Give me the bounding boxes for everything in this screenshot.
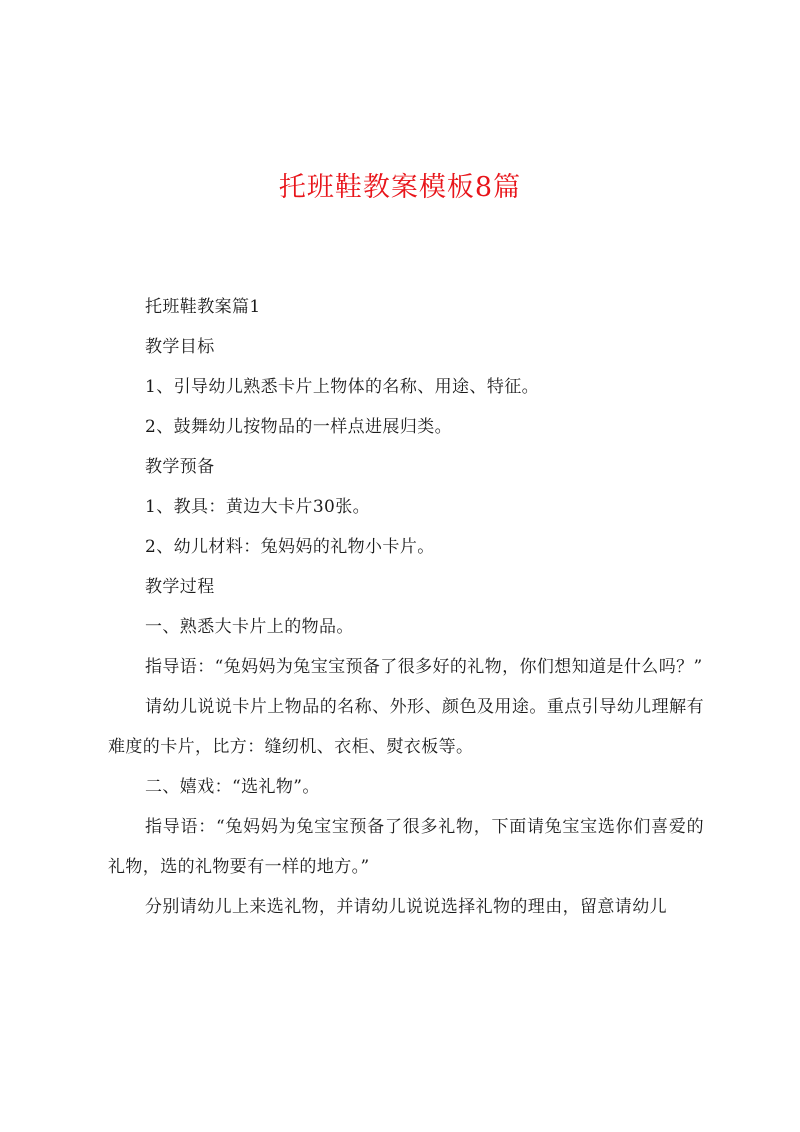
paragraph: 1、引导幼儿熟悉卡片上物体的名称、用途、特征。 [145,377,540,397]
subheading-process: 教学过程 [145,577,215,597]
paragraph: 2、鼓舞幼儿按物品的一样点进展归类。 [145,417,453,437]
section-heading: 托班鞋教案篇1 [145,297,261,317]
paragraph: 分别请幼儿上来选礼物，并请幼儿说说选择礼物的理由，留意请幼儿 [145,897,667,917]
paragraph: 2、幼儿材料：兔妈妈的礼物小卡片。 [145,537,435,557]
paragraph: 指导语：“兔妈妈为兔宝宝预备了很多礼物，下面请兔宝宝选你们喜爱的礼物，选的礼物要有一样的地方。” [108,817,704,877]
paragraph: 请幼儿说说卡片上物品的名称、外形、颜色及用途。重点引导幼儿理解有难度的卡片，比方：缝纫机、衣柜、熨衣板等。 [108,697,704,757]
subheading-objectives: 教学目标 [145,337,215,357]
paragraph: 二、嬉戏：“选礼物”。 [145,777,320,797]
paragraph: 一、熟悉大卡片上的物品。 [145,617,354,637]
document-body [108,287,704,927]
subheading-preparation: 教学预备 [145,457,215,477]
paragraph: 指导语：“兔妈妈为兔宝宝预备了很多好的礼物，你们想知道是什么吗？” [145,657,703,677]
document-title: 托班鞋教案模板8篇 [278,172,522,203]
paragraph: 1、教具：黄边大卡片30张。 [145,497,371,517]
